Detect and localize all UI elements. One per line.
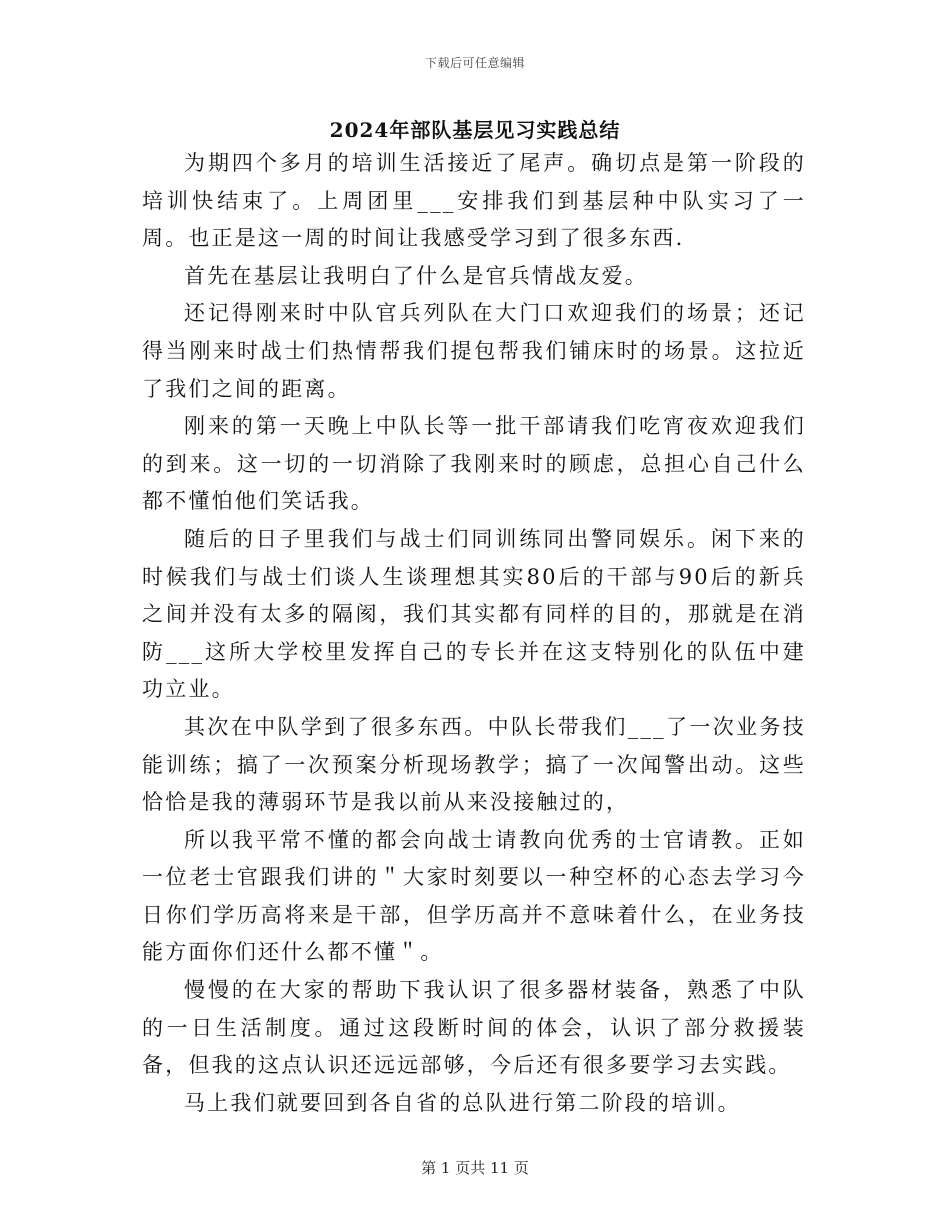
document-body [142, 145, 806, 1122]
page-footer: 第 1 页共 11 页 [421, 1159, 529, 1177]
header-note: 下载后可任意编辑 [424, 56, 525, 70]
paragraph: 随后的日子里我们与战士们同训练同出警同娱乐。闲下来的时候我们与战士们谈人生谈理想其实80后的干部与90后的新兵之间并没有太多的隔阂，我们其实都有同样的目的，那就是在消防___这所大学校里发挥自己的专长并在这支特别化的队伍中建功立业。 [142, 526, 806, 702]
paragraph: 其次在中队学到了很多东西。中队长带我们___了一次业务技能训练；搞了一次预案分析现场教学；搞了一次闻警出动。这些恰恰是我的薄弱环节是我以前从来没接触过的， [142, 714, 806, 815]
paragraph: 马上我们就要回到各自省的总队进行第二阶段的培训。 [184, 1090, 741, 1115]
paragraph: 为期四个多月的培训生活接近了尾声。确切点是第一阶段的培训快结束了。上周团里___安排我们到基层种中队实习了一周。也正是这一周的时间让我感受学习到了很多东西. [142, 151, 806, 251]
paragraph: 首先在基层让我明白了什么是官兵情战友爱。 [184, 263, 648, 288]
paragraph: 刚来的第一天晚上中队长等一批干部请我们吃宵夜欢迎我们的到来。这一切的一切消除了我刚来时的顾虑，总担心自己什么都不懂怕他们笑话我。 [142, 414, 806, 514]
document-title: 2024年部队基层见习实践总结 [329, 118, 621, 142]
paragraph: 还记得刚来时中队官兵列队在大门口欢迎我们的场景；还记得当刚来时战士们热情帮我们提包帮我们铺床时的场景。这拉近了我们之间的距离。 [142, 301, 806, 401]
paragraph: 所以我平常不懂的都会向战士请教向优秀的士官请教。正如一位老士官跟我们讲的＂大家时刻要以一种空杯的心态去学习今日你们学历高将来是干部，但学历高并不意味着什么，在业务技能方面你们还什么都不懂＂。 [142, 827, 806, 965]
paragraph: 慢慢的在大家的帮助下我认识了很多器材装备，熟悉了中队的一日生活制度。通过这段断时间的体会，认识了部分救援装备，但我的这点认识还远远部够，今后还有很多要学习去实践。 [142, 978, 806, 1078]
